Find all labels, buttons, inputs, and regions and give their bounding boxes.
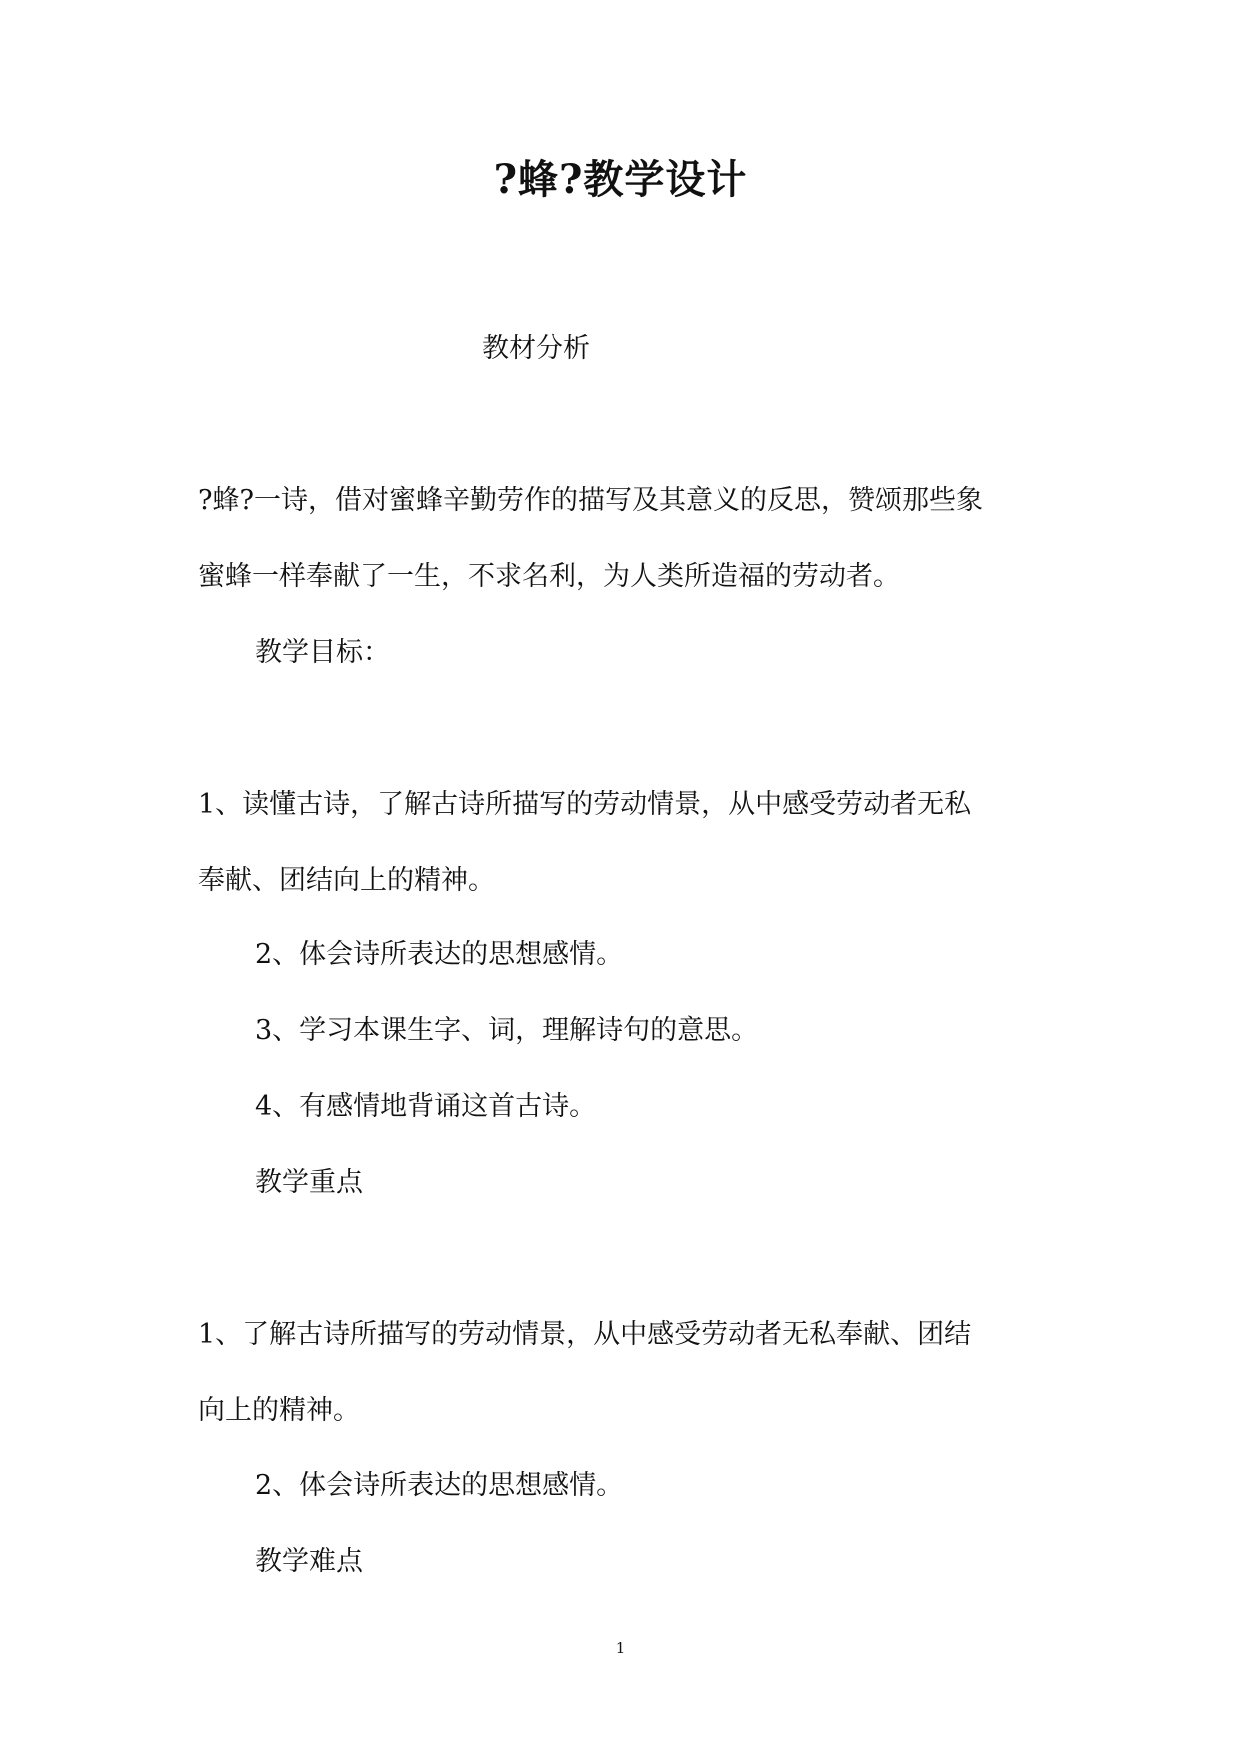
goal-item-1 [198,786,1058,900]
goal-item-4: 4、有感情地背诵这首古诗。 [255,1091,597,1122]
section-heading-difficulty: 教学难点 [255,1546,363,1577]
paragraph-line: ?蜂?一诗，借对蜜蜂辛勤劳作的描写及其意义的反思，赞颂那些象 [198,485,983,516]
goal-item-2: 2、体会诗所表达的思想感情。 [255,939,624,970]
paragraph-line: 奉献、团结向上的精神。 [198,865,495,896]
paragraph-line: 1、读懂古诗，了解古诗所描写的劳动情景，从中感受劳动者无私 [198,789,972,820]
paragraph-line: 向上的精神。 [198,1395,360,1426]
key-item-1 [198,1316,1058,1430]
goal-item-3: 3、学习本课生字、词，理解诗句的意思。 [255,1015,759,1046]
section-heading-goals: 教学目标： [255,637,390,668]
page-title: ?蜂?教学设计 [493,156,748,203]
page-number: 1 [615,1639,626,1657]
paragraph-line: 1、了解古诗所描写的劳动情景，从中感受劳动者无私奉献、团结 [198,1319,972,1350]
paragraph-line: 蜜蜂一样奉献了一生，不求名利，为人类所造福的劳动者。 [198,561,900,592]
material-paragraph [198,482,1058,596]
key-item-2: 2、体会诗所表达的思想感情。 [255,1470,624,1501]
section-heading-key: 教学重点 [255,1167,363,1198]
section-heading-material: 教材分析 [482,333,590,364]
